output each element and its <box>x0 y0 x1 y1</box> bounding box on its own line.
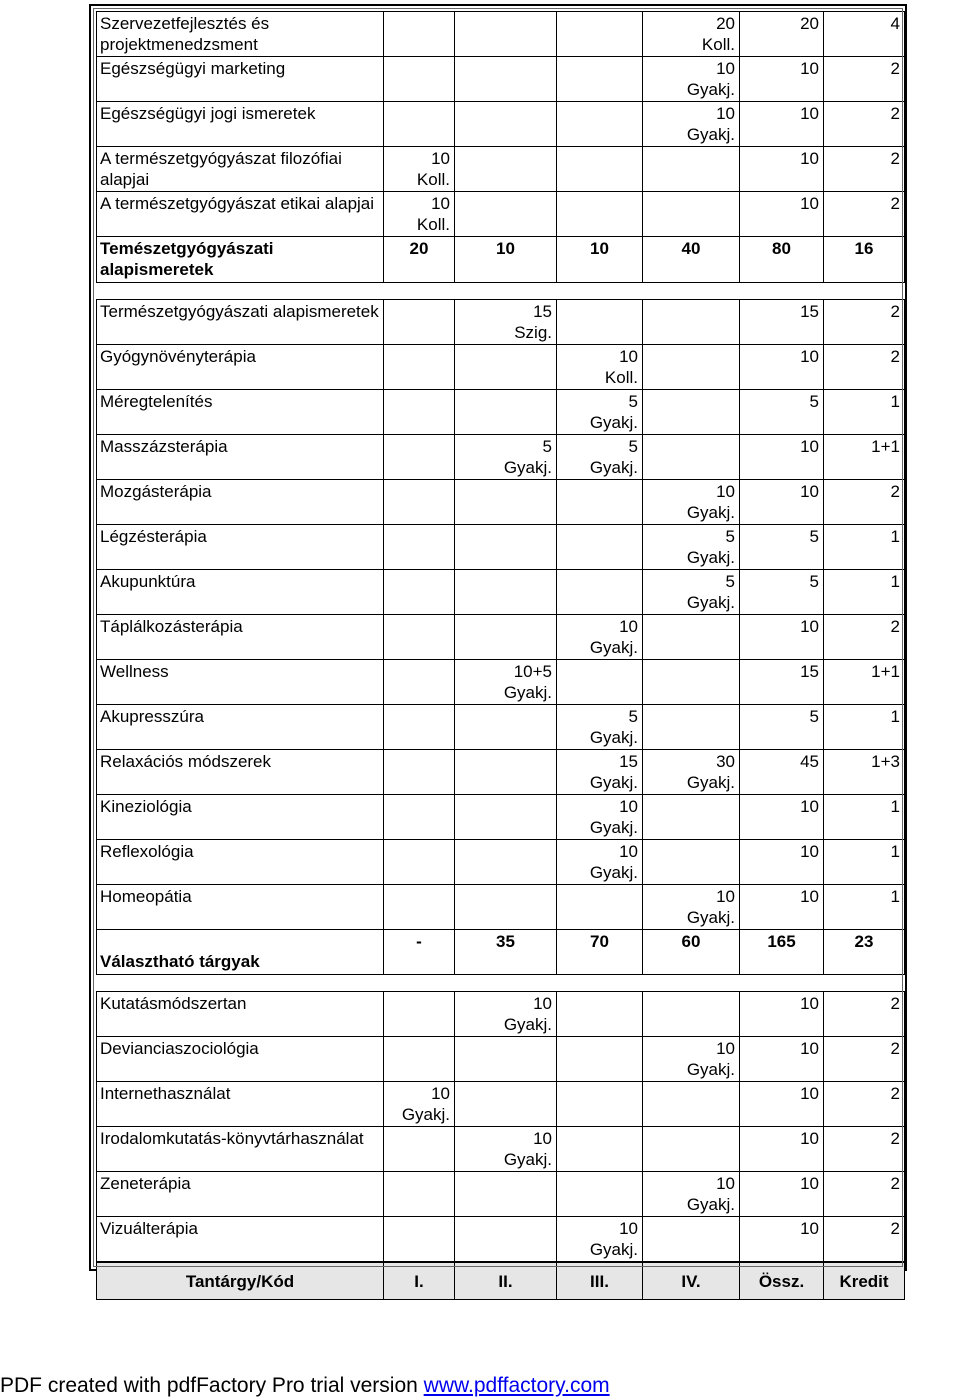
spacer-cell <box>97 283 905 300</box>
credit-cell: 1 <box>824 525 905 570</box>
assessment-type: Gyakj. <box>589 728 638 747</box>
semester-ii-cell <box>455 615 557 660</box>
hours-value: 10+5 <box>513 662 552 681</box>
semester-i-cell <box>384 192 455 237</box>
semester-i-cell <box>384 57 455 102</box>
credit-cell: 2 <box>824 1217 905 1263</box>
semester-iv-cell <box>643 840 740 885</box>
subject-row <box>97 705 905 750</box>
hours-value: 10 <box>533 1129 552 1148</box>
semester-ii-cell <box>455 192 557 237</box>
semester-iii-cell <box>557 1037 643 1082</box>
subject-row <box>97 147 905 192</box>
semester-iii-cell <box>557 390 643 435</box>
header-row <box>97 1262 905 1300</box>
semester-i-cell <box>384 12 455 57</box>
semester-iv-cell <box>643 390 740 435</box>
assessment-type: Gyakj. <box>401 1105 450 1124</box>
subtotal-row <box>97 237 905 283</box>
semester-iv-cell <box>643 102 740 147</box>
hours-value: 10 <box>619 842 638 861</box>
credit-cell: 1 <box>824 705 905 750</box>
subject-name: Természetgyógyászati alapismeretek <box>97 300 384 345</box>
subject-name: Zeneterápia <box>97 1172 384 1217</box>
credit-cell: 2 <box>824 992 905 1037</box>
subject-name: Homeopátia <box>97 885 384 930</box>
column-header: IV. <box>643 1262 740 1300</box>
subject-row <box>97 660 905 705</box>
semester-iv-cell <box>643 345 740 390</box>
assessment-type: Gyakj. <box>589 818 638 837</box>
assessment-type: Gyakj. <box>686 593 735 612</box>
semester-iv-cell <box>643 1127 740 1172</box>
subtotal-label: Temészetgyógyászati alapismeretek <box>97 237 384 283</box>
subtotal-row <box>97 930 905 975</box>
credit-cell: 2 <box>824 1037 905 1082</box>
semester-iv-cell <box>643 750 740 795</box>
total-hours-cell: 5 <box>740 525 824 570</box>
semester-iii-cell <box>557 885 643 930</box>
semester-ii-cell <box>455 1127 557 1172</box>
assessment-type: Gyakj. <box>589 1240 638 1259</box>
credit-cell: 1 <box>824 840 905 885</box>
hours-value: 15 <box>619 752 638 771</box>
subject-row <box>97 57 905 102</box>
subject-name: A természetgyógyászat etikai alapjai <box>97 192 384 237</box>
semester-iii-cell <box>557 840 643 885</box>
total-hours-cell: 45 <box>740 750 824 795</box>
subject-name: Masszázsterápia <box>97 435 384 480</box>
semester-iv-cell <box>643 57 740 102</box>
subject-name: Internethasználat <box>97 1082 384 1127</box>
subject-row <box>97 435 905 480</box>
semester-i-cell <box>384 147 455 192</box>
assessment-type: Gyakj. <box>686 503 735 522</box>
semester-ii-cell <box>455 1172 557 1217</box>
semester-ii-cell <box>455 705 557 750</box>
total-hours-cell: 10 <box>740 480 824 525</box>
hours-value: 5 <box>725 572 735 591</box>
semester-iii-cell <box>557 102 643 147</box>
assessment-type: Koll. <box>604 368 638 387</box>
credit-cell: 1 <box>824 390 905 435</box>
hours-value: 10 <box>431 194 450 213</box>
assessment-type: Gyakj. <box>589 863 638 882</box>
subject-name: Reflexológia <box>97 840 384 885</box>
semester-iv-cell <box>643 795 740 840</box>
subject-row <box>97 750 905 795</box>
subject-name: Relaxációs módszerek <box>97 750 384 795</box>
semester-ii-cell <box>455 840 557 885</box>
assessment-type: Gyakj. <box>503 683 552 702</box>
credit-cell: 1 <box>824 885 905 930</box>
semester-ii-cell: 10 <box>455 237 557 283</box>
semester-i-cell <box>384 885 455 930</box>
subject-row <box>97 795 905 840</box>
credit-cell: 16 <box>824 237 905 283</box>
semester-iv-cell <box>643 1082 740 1127</box>
semester-ii-cell <box>455 147 557 192</box>
semester-iv-cell <box>643 1037 740 1082</box>
total-hours-cell: 5 <box>740 705 824 750</box>
semester-i-cell <box>384 840 455 885</box>
subject-name: Akupresszúra <box>97 705 384 750</box>
assessment-type: Gyakj. <box>589 458 638 477</box>
semester-i-cell <box>384 660 455 705</box>
subject-name: Akupunktúra <box>97 570 384 615</box>
semester-i-cell: - <box>384 930 455 975</box>
semester-i-cell: 20 <box>384 237 455 283</box>
assessment-type: Gyakj. <box>686 125 735 144</box>
total-hours-cell: 80 <box>740 237 824 283</box>
semester-iv-cell <box>643 570 740 615</box>
semester-iii-cell <box>557 992 643 1037</box>
semester-iii-cell <box>557 615 643 660</box>
spacer-row <box>97 975 905 992</box>
subject-row <box>97 570 905 615</box>
hours-value: 10 <box>716 59 735 78</box>
assessment-type: Koll. <box>416 215 450 234</box>
semester-iii-cell <box>557 750 643 795</box>
semester-iv-cell: 40 <box>643 237 740 283</box>
total-hours-cell: 20 <box>740 12 824 57</box>
column-header: I. <box>384 1262 455 1300</box>
semester-i-cell <box>384 750 455 795</box>
hours-value: 10 <box>716 1174 735 1193</box>
total-hours-cell: 10 <box>740 102 824 147</box>
hours-value: 10 <box>619 617 638 636</box>
total-hours-cell: 10 <box>740 992 824 1037</box>
total-hours-cell: 10 <box>740 57 824 102</box>
subtotal-label: Választható tárgyak <box>97 930 384 975</box>
credit-cell: 2 <box>824 147 905 192</box>
assessment-type: Gyakj. <box>686 1195 735 1214</box>
pdf-footer <box>0 1374 960 1398</box>
semester-i-cell <box>384 390 455 435</box>
semester-iv-cell <box>643 660 740 705</box>
subject-row <box>97 345 905 390</box>
hours-value: 30 <box>716 752 735 771</box>
hours-value: 5 <box>628 392 638 411</box>
total-hours-cell: 10 <box>740 615 824 660</box>
assessment-type: Gyakj. <box>503 1015 552 1034</box>
credit-cell: 2 <box>824 1172 905 1217</box>
semester-ii-cell <box>455 12 557 57</box>
semester-ii-cell <box>455 390 557 435</box>
assessment-type: Gyakj. <box>589 773 638 792</box>
subject-row <box>97 192 905 237</box>
semester-iv-cell <box>643 147 740 192</box>
credit-cell: 23 <box>824 930 905 975</box>
semester-iii-cell <box>557 1127 643 1172</box>
semester-iii-cell: 10 <box>557 237 643 283</box>
hours-value: 20 <box>716 14 735 33</box>
credit-cell: 1+1 <box>824 435 905 480</box>
credit-cell: 1+1 <box>824 660 905 705</box>
semester-i-cell <box>384 525 455 570</box>
credit-cell: 2 <box>824 615 905 660</box>
assessment-type: Gyakj. <box>589 638 638 657</box>
total-hours-cell: 10 <box>740 192 824 237</box>
column-header: Kredit <box>824 1262 905 1300</box>
semester-i-cell <box>384 345 455 390</box>
semester-ii-cell <box>455 992 557 1037</box>
semester-i-cell <box>384 1217 455 1263</box>
total-hours-cell: 10 <box>740 1037 824 1082</box>
semester-i-cell <box>384 102 455 147</box>
subject-name: Irodalomkutatás-könyvtárhasználat <box>97 1127 384 1172</box>
semester-iv-cell <box>643 1217 740 1263</box>
column-header: II. <box>455 1262 557 1300</box>
total-hours-cell: 10 <box>740 885 824 930</box>
subject-row <box>97 615 905 660</box>
hours-value: 10 <box>716 104 735 123</box>
hours-value: 10 <box>431 1084 450 1103</box>
semester-i-cell <box>384 1082 455 1127</box>
semester-i-cell <box>384 300 455 345</box>
spacer-cell <box>97 975 905 992</box>
semester-iii-cell <box>557 1172 643 1217</box>
assessment-type: Gyakj. <box>686 908 735 927</box>
subject-name: Wellness <box>97 660 384 705</box>
subject-row <box>97 390 905 435</box>
spacer-row <box>97 283 905 300</box>
semester-iii-cell <box>557 570 643 615</box>
semester-ii-cell <box>455 750 557 795</box>
semester-i-cell <box>384 1127 455 1172</box>
hours-value: 10 <box>716 1039 735 1058</box>
total-hours-cell: 10 <box>740 1127 824 1172</box>
hours-value: 5 <box>542 437 552 456</box>
total-hours-cell: 165 <box>740 930 824 975</box>
footer-text: PDF created with pdfFactory Pro trial version <box>0 1374 424 1397</box>
hours-value: 10 <box>619 347 638 366</box>
semester-iii-cell <box>557 705 643 750</box>
total-hours-cell: 10 <box>740 1217 824 1263</box>
credit-cell: 2 <box>824 345 905 390</box>
semester-ii-cell <box>455 885 557 930</box>
semester-ii-cell <box>455 1217 557 1263</box>
subject-name: A természetgyógyászat filozófiai alapjai <box>97 147 384 192</box>
semester-iii-cell <box>557 300 643 345</box>
hours-value: 5 <box>628 707 638 726</box>
subject-name: Devianciaszociológia <box>97 1037 384 1082</box>
hours-value: 10 <box>716 482 735 501</box>
subject-name: Egészségügyi jogi ismeretek <box>97 102 384 147</box>
subject-row <box>97 1082 905 1127</box>
subject-row <box>97 840 905 885</box>
semester-ii-cell <box>455 480 557 525</box>
semester-iii-cell <box>557 192 643 237</box>
subject-row <box>97 1037 905 1082</box>
semester-ii-cell <box>455 660 557 705</box>
subject-name: Táplálkozásterápia <box>97 615 384 660</box>
credit-cell: 4 <box>824 12 905 57</box>
subject-row <box>97 1172 905 1217</box>
total-hours-cell: 10 <box>740 147 824 192</box>
semester-ii-cell: 35 <box>455 930 557 975</box>
total-hours-cell: 10 <box>740 345 824 390</box>
semester-ii-cell <box>455 1082 557 1127</box>
subject-name: Szervezetfejlesztés és projektmenedzsment <box>97 12 384 57</box>
credit-cell: 2 <box>824 300 905 345</box>
assessment-type: Gyakj. <box>686 1060 735 1079</box>
semester-iii-cell <box>557 435 643 480</box>
total-hours-cell: 15 <box>740 660 824 705</box>
assessment-type: Koll. <box>416 170 450 189</box>
curriculum-sheet <box>89 4 907 1291</box>
semester-iv-cell <box>643 992 740 1037</box>
semester-ii-cell <box>455 525 557 570</box>
subject-row <box>97 885 905 930</box>
credit-cell: 2 <box>824 480 905 525</box>
semester-iii-cell <box>557 12 643 57</box>
column-header: Össz. <box>740 1262 824 1300</box>
subject-row <box>97 12 905 57</box>
semester-ii-cell <box>455 57 557 102</box>
total-hours-cell: 5 <box>740 390 824 435</box>
subject-name: Egészségügyi marketing <box>97 57 384 102</box>
column-header: Tantárgy/Kód <box>97 1262 384 1300</box>
subject-name: Mozgásterápia <box>97 480 384 525</box>
subject-row <box>97 102 905 147</box>
semester-iii-cell: 70 <box>557 930 643 975</box>
curriculum-table <box>96 11 905 1300</box>
semester-i-cell <box>384 570 455 615</box>
assessment-type: Gyakj. <box>686 548 735 567</box>
assessment-type: Gyakj. <box>503 458 552 477</box>
total-hours-cell: 10 <box>740 840 824 885</box>
semester-iv-cell <box>643 192 740 237</box>
credit-cell: 1+3 <box>824 750 905 795</box>
semester-ii-cell <box>455 1037 557 1082</box>
hours-value: 15 <box>533 302 552 321</box>
assessment-type: Gyakj. <box>589 413 638 432</box>
semester-i-cell <box>384 480 455 525</box>
subject-row <box>97 1217 905 1263</box>
footer-link[interactable]: www.pdffactory.com <box>423 1374 610 1397</box>
semester-iii-cell <box>557 795 643 840</box>
semester-iv-cell <box>643 1172 740 1217</box>
assessment-type: Gyakj. <box>503 1150 552 1169</box>
hours-value: 10 <box>431 149 450 168</box>
semester-iii-cell <box>557 480 643 525</box>
semester-i-cell <box>384 795 455 840</box>
credit-cell: 1 <box>824 570 905 615</box>
hours-value: 10 <box>619 1219 638 1238</box>
total-hours-cell: 10 <box>740 1082 824 1127</box>
subject-name: Légzésterápia <box>97 525 384 570</box>
semester-i-cell <box>384 1172 455 1217</box>
semester-i-cell <box>384 1037 455 1082</box>
semester-iii-cell <box>557 345 643 390</box>
semester-iii-cell <box>557 525 643 570</box>
subject-row <box>97 300 905 345</box>
total-hours-cell: 10 <box>740 435 824 480</box>
subject-name: Gyógynövényterápia <box>97 345 384 390</box>
total-hours-cell: 15 <box>740 300 824 345</box>
hours-value: 5 <box>725 527 735 546</box>
semester-iv-cell <box>643 12 740 57</box>
semester-iii-cell <box>557 147 643 192</box>
assessment-type: Gyakj. <box>686 80 735 99</box>
semester-ii-cell <box>455 300 557 345</box>
credit-cell: 2 <box>824 1127 905 1172</box>
total-hours-cell: 5 <box>740 570 824 615</box>
subject-row <box>97 525 905 570</box>
semester-ii-cell <box>455 570 557 615</box>
subject-row <box>97 1127 905 1172</box>
column-header: III. <box>557 1262 643 1300</box>
semester-i-cell <box>384 992 455 1037</box>
credit-cell: 2 <box>824 192 905 237</box>
subject-row <box>97 992 905 1037</box>
subject-row <box>97 480 905 525</box>
credit-cell: 1 <box>824 795 905 840</box>
assessment-type: Gyakj. <box>686 773 735 792</box>
assessment-type: Szig. <box>514 323 552 342</box>
semester-i-cell <box>384 615 455 660</box>
semester-iii-cell <box>557 57 643 102</box>
subject-name: Kineziológia <box>97 795 384 840</box>
total-hours-cell: 10 <box>740 1172 824 1217</box>
hours-value: 5 <box>628 437 638 456</box>
semester-ii-cell <box>455 435 557 480</box>
semester-iv-cell <box>643 480 740 525</box>
semester-iv-cell <box>643 525 740 570</box>
hours-value: 10 <box>533 994 552 1013</box>
subject-name: Kutatásmódszertan <box>97 992 384 1037</box>
semester-ii-cell <box>455 345 557 390</box>
semester-i-cell <box>384 705 455 750</box>
subject-name: Méregtelenítés <box>97 390 384 435</box>
semester-iv-cell <box>643 615 740 660</box>
semester-iv-cell <box>643 885 740 930</box>
semester-iv-cell: 60 <box>643 930 740 975</box>
hours-value: 10 <box>716 887 735 906</box>
semester-iii-cell <box>557 1082 643 1127</box>
hours-value: 10 <box>619 797 638 816</box>
semester-iv-cell <box>643 705 740 750</box>
semester-i-cell <box>384 435 455 480</box>
semester-ii-cell <box>455 102 557 147</box>
semester-iv-cell <box>643 435 740 480</box>
credit-cell: 2 <box>824 57 905 102</box>
credit-cell: 2 <box>824 1082 905 1127</box>
credit-cell: 2 <box>824 102 905 147</box>
semester-ii-cell <box>455 795 557 840</box>
subject-name: Vizuálterápia <box>97 1217 384 1263</box>
semester-iii-cell <box>557 1217 643 1263</box>
semester-iv-cell <box>643 300 740 345</box>
assessment-type: Koll. <box>701 35 735 54</box>
total-hours-cell: 10 <box>740 795 824 840</box>
semester-iii-cell <box>557 660 643 705</box>
